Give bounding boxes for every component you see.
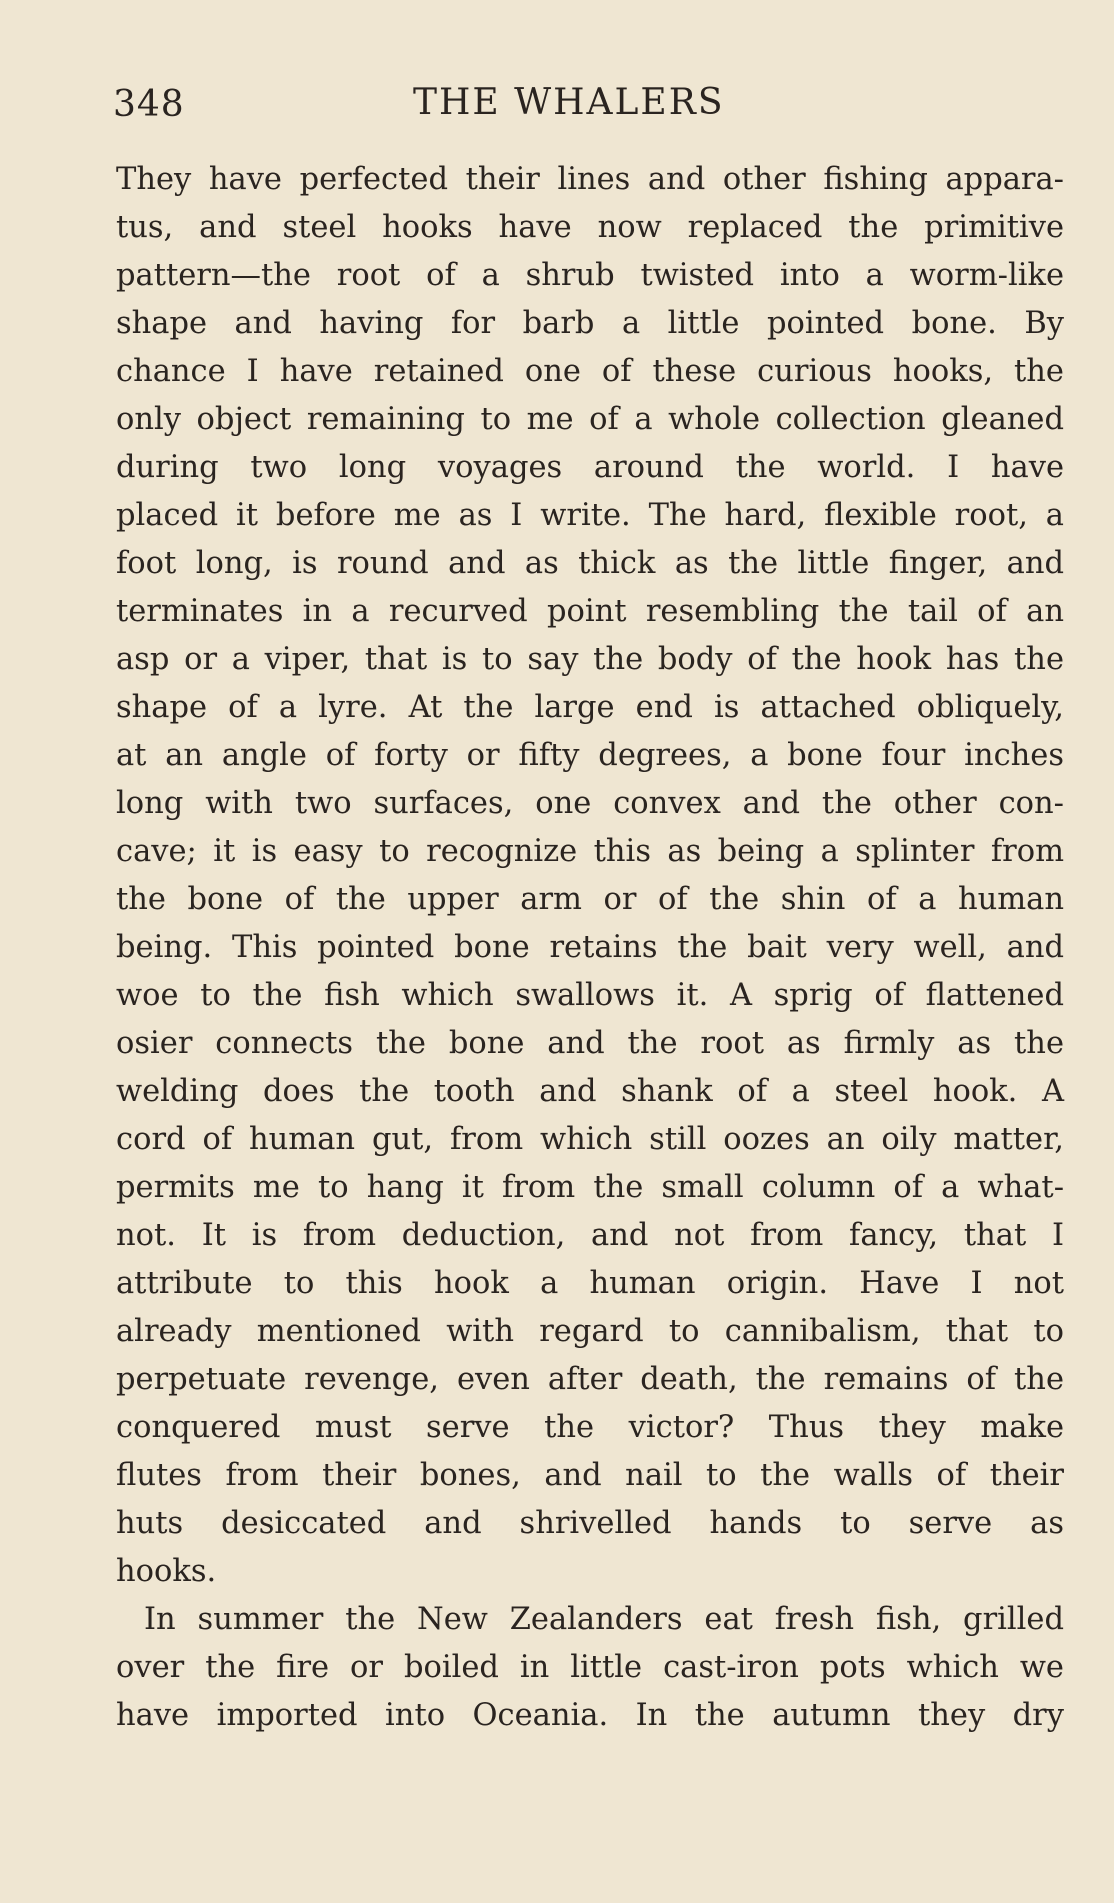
text-line: at an angle of forty or fifty degrees, a bone four inches (116, 738, 1064, 773)
text-line: permits me to hang it from the small column of a what- (116, 1170, 1064, 1205)
text-line: shape and having for barb a little pointed bone. By (116, 306, 1064, 341)
text-line: cave; it is easy to recognize this as being a splinter from (116, 834, 1064, 869)
text-line: placed it before me as I write. The hard, flexible root, a (116, 498, 1064, 533)
body-text (116, 156, 1064, 1740)
text-line: terminates in a recurved point resembling the tail of an (116, 594, 1064, 629)
text-line: woe to the fish which swallows it. A sprig of flattened (116, 978, 1064, 1013)
text-line: attribute to this hook a human origin. Have I not (116, 1266, 1064, 1301)
running-title: THE WHALERS (413, 82, 725, 123)
text-line: being. This pointed bone retains the bait very well, and (116, 930, 1064, 965)
text-line: welding does the tooth and shank of a steel hook. A (116, 1074, 1064, 1109)
text-line: huts desiccated and shrivelled hands to serve as (116, 1506, 1064, 1541)
text-line: the bone of the upper arm or of the shin of a human (116, 882, 1064, 917)
text-line: cord of human gut, from which still oozes an oily matter, (116, 1122, 1064, 1157)
paragraph-2 (116, 1596, 1064, 1740)
text-line: tus, and steel hooks have now replaced the primitive (116, 210, 1064, 245)
text-line: have imported into Oceania. In the autumn they dry (116, 1698, 1064, 1733)
text-line: flutes from their bones, and nail to the walls of their (116, 1458, 1064, 1493)
text-line: not. It is from deduction, and not from fancy, that I (116, 1218, 1064, 1253)
text-line: perpetuate revenge, even after death, the remains of the (116, 1362, 1064, 1397)
text-line: foot long, is round and as thick as the little finger, and (116, 546, 1064, 581)
text-line: In summer the New Zealanders eat fresh fish, grilled (144, 1602, 1064, 1637)
text-line: pattern—the root of a shrub twisted into a worm-like (116, 258, 1064, 293)
text-line: over the fire or boiled in little cast-iron pots which we (116, 1650, 1064, 1685)
text-line: shape of a lyre. At the large end is attached obliquely, (116, 690, 1064, 725)
text-line: long with two surfaces, one convex and the other con- (116, 786, 1064, 821)
text-line: already mentioned with regard to cannibalism, that to (116, 1314, 1064, 1349)
text-line: hooks. (116, 1554, 217, 1589)
text-line: during two long voyages around the world. I have (116, 450, 1064, 485)
text-line: only object remaining to me of a whole collection gleaned (116, 402, 1064, 437)
paragraph-1 (116, 156, 1064, 1596)
page-header (113, 76, 1063, 136)
text-line: osier connects the bone and the root as firmly as the (116, 1026, 1064, 1061)
page-number: 348 (113, 84, 185, 125)
text-line: conquered must serve the victor? Thus they make (116, 1410, 1064, 1445)
text-line: asp or a viper, that is to say the body of the hook has the (116, 642, 1064, 677)
text-line: chance I have retained one of these curious hooks, the (116, 354, 1064, 389)
text-line: They have perfected their lines and other fishing appara- (116, 162, 1064, 197)
